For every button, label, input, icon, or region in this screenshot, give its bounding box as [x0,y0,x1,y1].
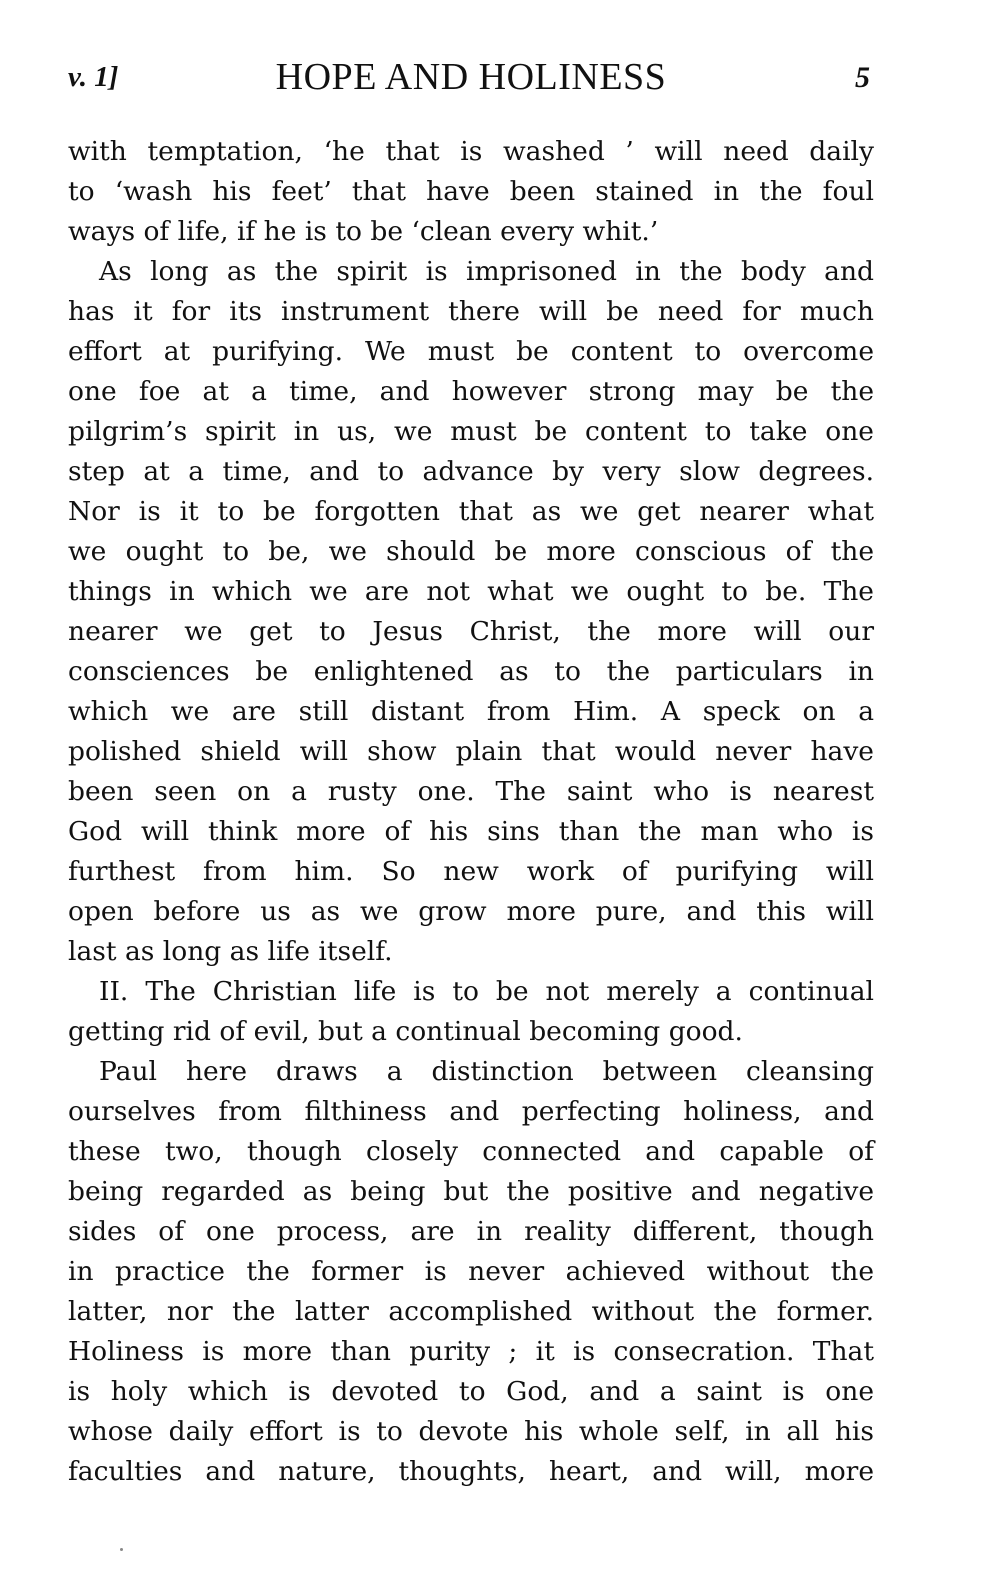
text-line: one foe at a time, and however strong may be the [68,376,874,407]
text-line: pilgrim’s spirit in us, we must be content to take one [68,416,874,447]
text-line: consciences be enlightened as to the particulars in [68,656,874,687]
text-line: nearer we get to Jesus Christ, the more will our [68,616,874,647]
text-line: in practice the former is never achieved without the [68,1256,874,1287]
text-line: step at a time, and to advance by very slow degrees. [68,456,874,487]
verse-reference: v. 1] [68,61,119,93]
text-line: last as long as life itself. [68,936,393,967]
text-line: is holy which is devoted to God, and a saint is one [68,1376,874,1407]
text-line: these two, though closely connected and capable of [68,1136,874,1167]
running-head [68,55,874,105]
text-line: which we are still distant from Him. A speck on a [68,696,874,727]
text-line: whose daily effort is to devote his whole self, in all his [68,1416,874,1447]
text-line: getting rid of evil, but a continual becoming good. [68,1016,743,1047]
text-line: has it for its instrument there will be need for much [68,296,874,327]
text-line: ways of life, if he is to be ‘clean every whit.’ [68,216,659,247]
book-page [68,55,874,1492]
text-line: to ‘wash his feet’ that have been stained in the foul [68,176,874,207]
text-line: open before us as we grow more pure, and this will [68,896,874,927]
body-text [68,132,874,1492]
text-line: latter, nor the latter accomplished without the former. [68,1296,874,1327]
text-line: faculties and nature, thoughts, heart, and will, more [68,1456,874,1487]
text-line: effort at purifying. We must be content to overcome [68,336,874,367]
page-number: 5 [855,61,870,94]
text-line: Nor is it to be forgotten that as we get nearer what [68,496,874,527]
text-line: been seen on a rusty one. The saint who is nearest [68,776,874,807]
text-line: ourselves from filthiness and perfecting holiness, and [68,1096,874,1127]
text-line: II. The Christian life is to be not merely a continual [99,976,874,1007]
text-line: Paul here draws a distinction between cleansing [99,1056,874,1087]
text-line: As long as the spirit is imprisoned in the body and [99,256,874,287]
text-line: Holiness is more than purity ; it is consecration. That [68,1336,874,1367]
text-line: with temptation, ‘he that is washed ’ will need daily [68,136,874,167]
text-line: furthest from him. So new work of purifying will [68,856,874,887]
text-line: things in which we are not what we ought to be. The [68,576,874,607]
text-line: being regarded as being but the positive and negative [68,1176,874,1207]
text-line: polished shield will show plain that would never have [68,736,874,767]
text-line: we ought to be, we should be more conscious of the [68,536,874,567]
print-speck [120,1548,123,1551]
running-title: HOPE AND HOLINESS [275,56,667,98]
text-line: God will think more of his sins than the man who is [68,816,874,847]
text-line: sides of one process, are in reality different, though [68,1216,874,1247]
